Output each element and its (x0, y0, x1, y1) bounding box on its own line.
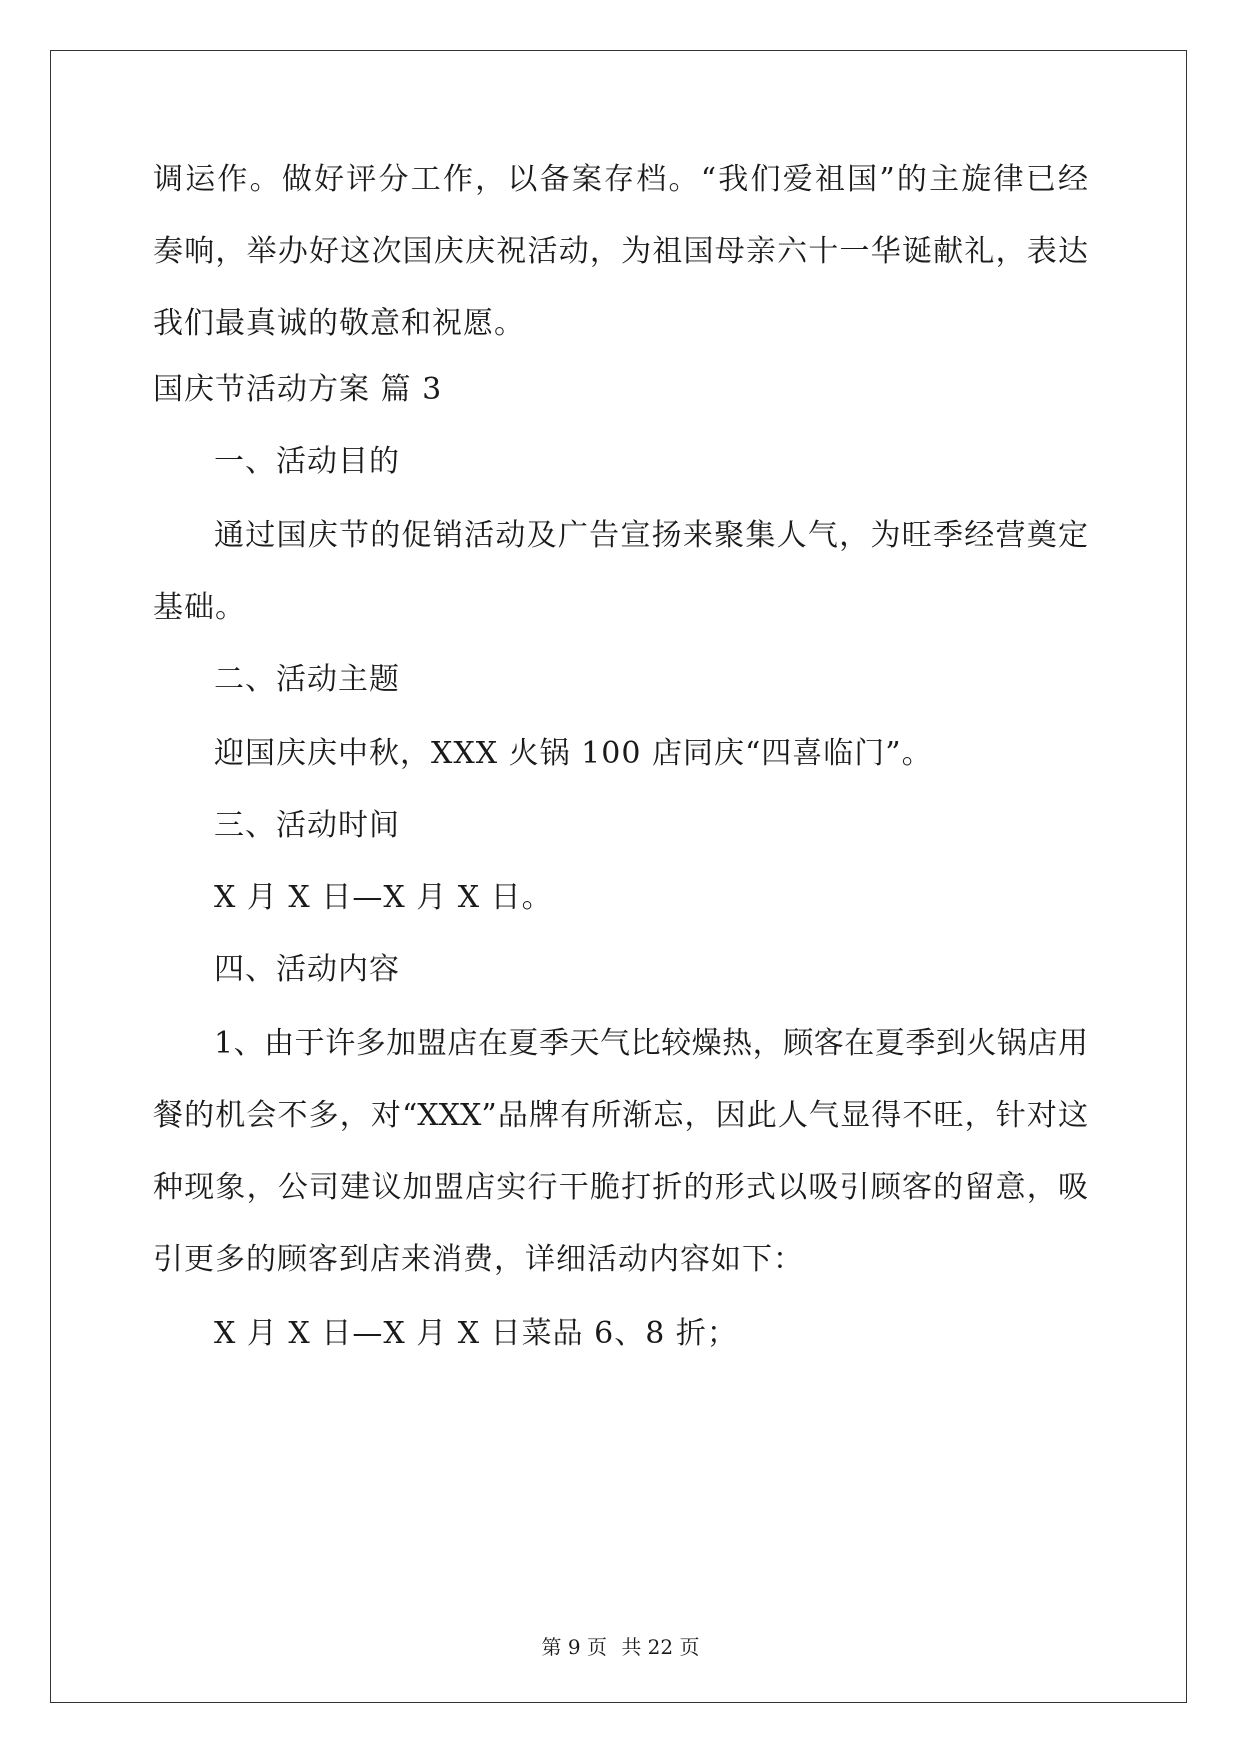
subheading-theme: 二、活动主题 (214, 662, 400, 697)
subheading-time: 三、活动时间 (214, 808, 400, 843)
paragraph-line: 通过国庆节的促销活动及广告宣扬来聚集人气，为旺季经营奠定 (214, 518, 1088, 553)
page-footer (0, 1635, 1241, 1659)
paragraph-line: 种现象，公司建议加盟店实行干脆打折的形式以吸引顾客的留意，吸 (153, 1170, 1088, 1205)
paragraph-line: 餐的机会不多，对“XXX”品牌有所渐忘，因此人气显得不旺，针对这 (153, 1098, 1088, 1133)
paragraph-line: X 月 X 日—X 月 X 日菜品 6、8 折； (214, 1316, 738, 1351)
paragraph-line: 引更多的顾客到店来消费，详细活动内容如下： (153, 1242, 804, 1277)
subheading-purpose: 一、活动目的 (214, 444, 400, 479)
current-page-number: 第 9 页 (541, 1635, 607, 1659)
paragraph-line: 调运作。做好评分工作，以备案存档。“我们爱祖国”的主旋律已经 (153, 162, 1088, 197)
paragraph-line: 我们最真诚的敬意和祝愿。 (153, 306, 525, 341)
paragraph-line: 奏响，举办好这次国庆庆祝活动，为祖国母亲六十一华诞献礼，表达 (153, 234, 1088, 269)
total-page-count: 共 22 页 (621, 1635, 700, 1659)
paragraph-line: 基础。 (153, 590, 246, 625)
paragraph-line: X 月 X 日—X 月 X 日。 (214, 880, 553, 915)
page-border (50, 50, 1187, 1703)
paragraph-line: 1、由于许多加盟店在夏季天气比较燥热，顾客在夏季到火锅店用 (214, 1026, 1088, 1061)
subheading-content: 四、活动内容 (214, 952, 400, 987)
section-heading: 国庆节活动方案 篇 3 (153, 372, 443, 407)
paragraph-line: 迎国庆庆中秋，XXX 火锅 100 店同庆“四喜临门”。 (214, 736, 933, 771)
